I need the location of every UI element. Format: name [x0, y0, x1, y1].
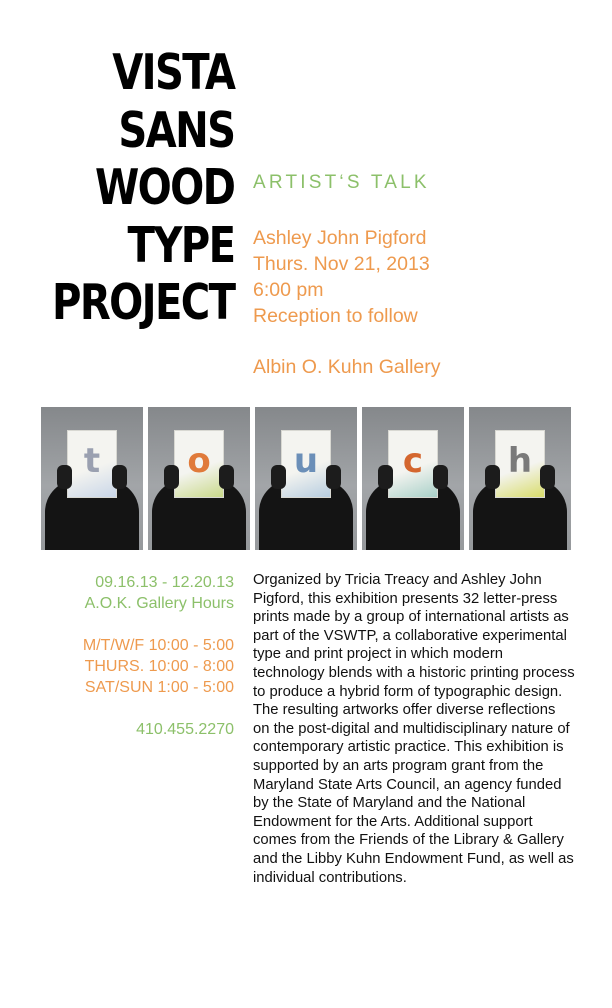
schedule-block: [83, 572, 234, 740]
title-line: SANS: [117, 101, 234, 159]
hours-weekend: SAT/SUN 1:00 - 5:00: [84, 679, 234, 696]
hand-right: [112, 465, 127, 489]
print-glyph: t: [83, 441, 101, 481]
print-glyph: u: [293, 441, 319, 481]
hours-thursday: THURS. 10:00 - 8:00: [84, 658, 234, 675]
print-sheet: [174, 430, 224, 498]
phone-number: 410.455.2270: [136, 721, 234, 738]
photo-panel: [148, 407, 250, 550]
hand-right: [540, 465, 555, 489]
talk-time: 6:00 pm: [253, 279, 324, 301]
print-glyph: c: [402, 441, 424, 481]
hand-left: [378, 465, 393, 489]
hand-right: [433, 465, 448, 489]
print-glyph: h: [507, 441, 533, 481]
print-glyph: o: [187, 441, 211, 481]
photo-panel: [362, 407, 464, 550]
reception-note: Reception to follow: [253, 305, 418, 327]
print-sheet: [388, 430, 438, 498]
poster-title: [52, 44, 234, 332]
gallery-hours-title: A.O.K. Gallery Hours: [84, 595, 234, 612]
exhibition-description: Organized by Tricia Treacy and Ashley John Pigford, this exhibition presents 32 letter-press prints made by a group of international artists as part of the VSWTP, a collaborative experimental type and print project in which modern technology blends with a historic printing process to produce a hybrid form of typographic design. The resulting artworks offer diverse reflections on the post-digital and multidisciplinary nature of contemporary artistic practice. This exhibition is supported by an arts program grant from the Maryland State Arts Council, an agency funded by the State of Maryland and the National Endowment for the Arts. Additional support comes from the Friends of the Library & Gallery and the Libby Kuhn Endowment Fund, as well as individual contributions.: [253, 572, 575, 886]
speaker-name: Ashley John Pigford: [253, 227, 427, 249]
print-sheet: [281, 430, 331, 498]
hand-left: [164, 465, 179, 489]
hand-right: [326, 465, 341, 489]
exhibition-dates: 09.16.13 - 12.20.13: [95, 574, 234, 591]
photo-panel: [41, 407, 143, 550]
hand-right: [219, 465, 234, 489]
title-line: WOOD: [94, 159, 234, 216]
title-line: PROJECT: [51, 274, 234, 331]
venue-name: Albin O. Kuhn Gallery: [253, 356, 441, 378]
artist-talk-heading: ARTIST‘S TALK: [253, 172, 430, 193]
photo-panel: [255, 407, 357, 550]
artist-talk-details: [253, 225, 430, 329]
title-line: VISTA: [111, 44, 234, 101]
hours-weekdays: M/T/W/F 10:00 - 5:00: [82, 637, 234, 654]
talk-date: Thurs. Nov 21, 2013: [253, 253, 430, 275]
hand-left: [271, 465, 286, 489]
hand-left: [485, 465, 500, 489]
print-sheet: [67, 430, 117, 498]
print-sheet: [495, 430, 545, 498]
photo-panel: [469, 407, 571, 550]
hand-left: [57, 465, 72, 489]
title-line: TYPE: [127, 216, 234, 274]
photo-strip: [41, 407, 572, 550]
